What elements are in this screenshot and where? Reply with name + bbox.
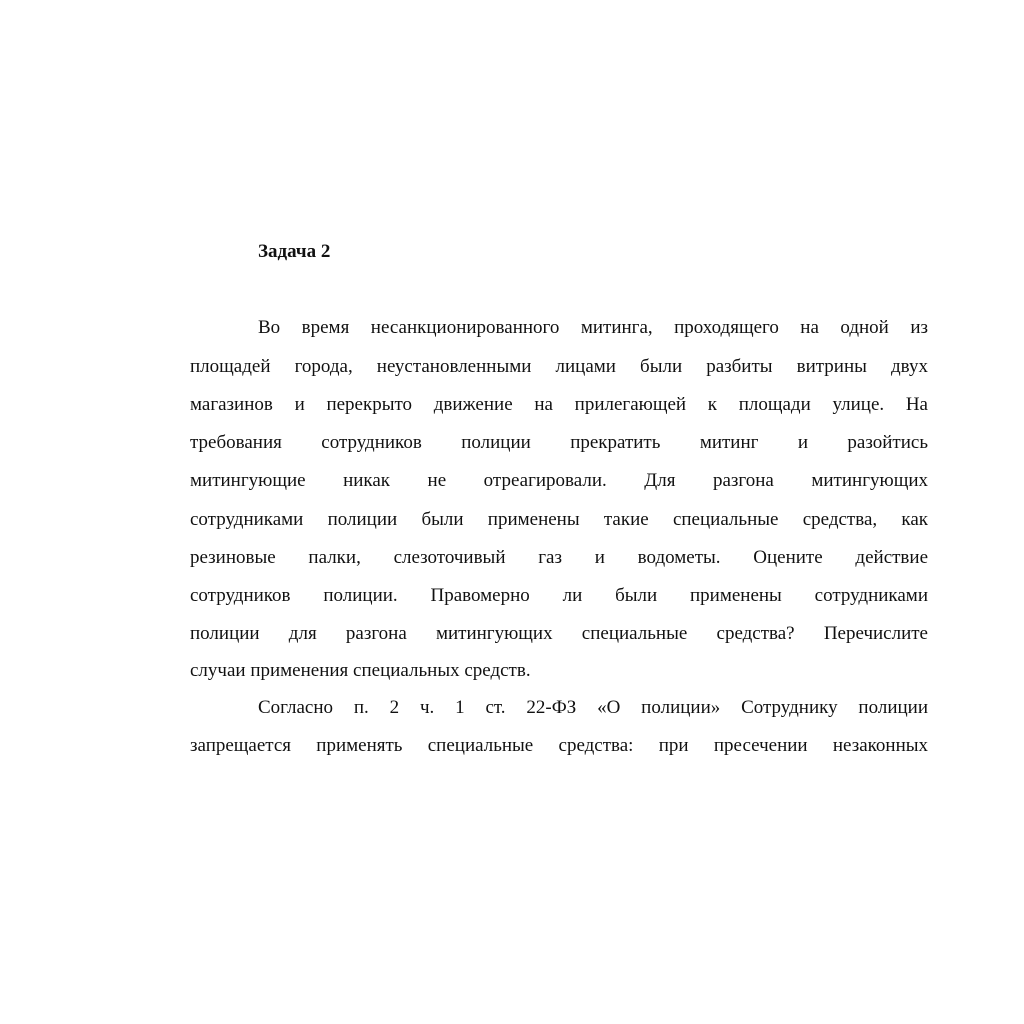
paragraph-line: митингующие никак не отреагировали. Для разгона митингующих <box>190 470 928 491</box>
paragraph-line: полиции для разгона митингующих специальные средства? Перечислите <box>190 623 928 644</box>
paragraph-line: площадей города, неустановленными лицами были разбиты витрины двух <box>190 356 928 377</box>
paragraph-line: Во время несанкционированного митинга, проходящего на одной из <box>258 317 928 338</box>
paragraph-line: Согласно п. 2 ч. 1 ст. 22-ФЗ «О полиции» Сотруднику полиции <box>258 697 928 718</box>
paragraph-line: требования сотрудников полиции прекратить митинг и разойтись <box>190 432 928 453</box>
paragraph-line: запрещается применять специальные средства: при пресечении незаконных <box>190 735 928 756</box>
paragraph-line: резиновые палки, слезоточивый газ и водометы. Оцените действие <box>190 547 928 568</box>
paragraph-line: сотрудниками полиции были применены такие специальные средства, как <box>190 509 928 530</box>
task-heading: Задача 2 <box>258 241 331 262</box>
paragraph-line: магазинов и перекрыто движение на прилегающей к площади улице. На <box>190 394 928 415</box>
paragraph-line: сотрудников полиции. Правомерно ли были применены сотрудниками <box>190 585 928 606</box>
paragraph-line: случаи применения специальных средств. <box>190 660 531 681</box>
